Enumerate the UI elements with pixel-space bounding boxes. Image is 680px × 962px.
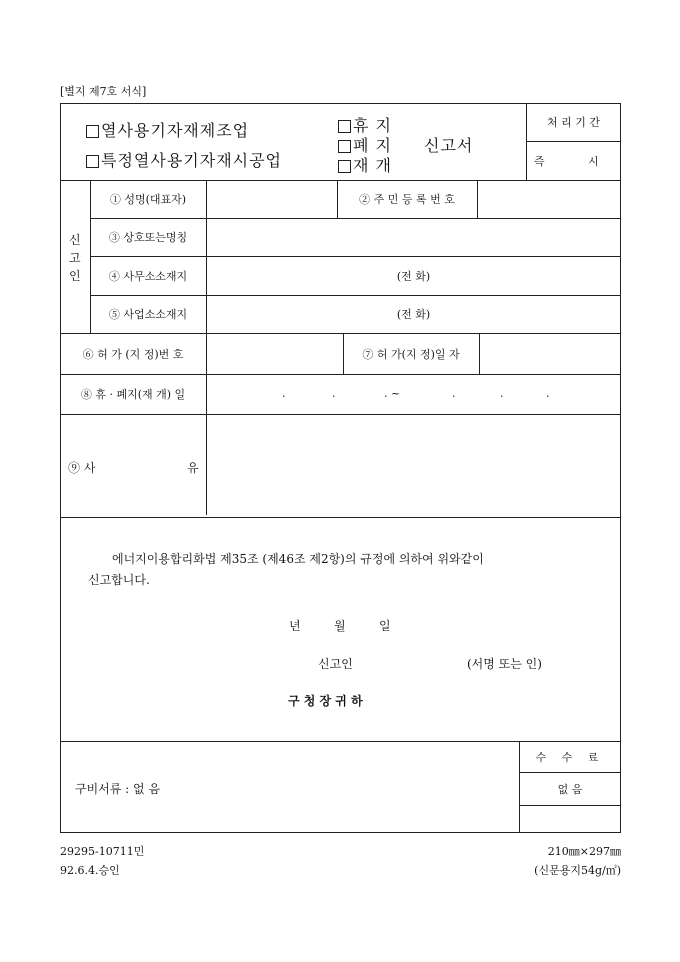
declaration-text-2: 신고합니다. bbox=[88, 573, 150, 587]
report-type-suspend[interactable]: 휴 지 bbox=[338, 113, 392, 136]
permit-number-input[interactable] bbox=[207, 334, 343, 374]
reporter-side-label: 신 고 인 bbox=[69, 233, 81, 283]
business-type-2[interactable]: 특정열사용기자재시공업 bbox=[86, 148, 282, 171]
office-label: ④ 사무소소재지 bbox=[108, 269, 188, 283]
date-day: 일 bbox=[379, 619, 391, 633]
permit-number-label: ⑥ 허 가 (지 정)번 호 bbox=[82, 347, 184, 361]
checkbox[interactable] bbox=[338, 140, 351, 153]
trade-name-label: ③ 상호또는명칭 bbox=[108, 231, 188, 244]
processing-label: 처 리 기 간 bbox=[547, 116, 600, 129]
paper-type: (신문용지54g/㎡) bbox=[534, 864, 621, 877]
name-label: ① 성명(대표자) bbox=[109, 193, 187, 206]
processing-value: 즉 시 bbox=[534, 154, 599, 168]
required-documents: 구비서류 : 없 음 bbox=[75, 782, 161, 796]
reason-label-num: ⑨ 사 bbox=[68, 461, 96, 475]
checkbox[interactable] bbox=[338, 120, 351, 133]
fee-value: 없 음 bbox=[557, 782, 583, 796]
paper-size: 210㎜×297㎜ bbox=[547, 845, 621, 858]
trade-name-input[interactable] bbox=[207, 219, 620, 256]
report-type-resume[interactable]: 재 개 bbox=[338, 153, 392, 176]
report-type-close[interactable]: 폐 지 bbox=[338, 133, 392, 156]
office-input[interactable]: (전 화) bbox=[396, 269, 431, 283]
reason-label: 유 bbox=[187, 461, 199, 475]
reporter-sign-label: 신고인 bbox=[318, 657, 353, 671]
fee-label: 수 수 료 bbox=[535, 750, 605, 764]
rrn-input[interactable] bbox=[478, 181, 620, 218]
form-label: [별지 제7호 서식] bbox=[60, 85, 147, 98]
addressee: 구 청 장 귀 하 bbox=[288, 694, 363, 708]
suspension-date-input[interactable]: . . . ~ . . . bbox=[282, 387, 550, 400]
permit-date-input[interactable] bbox=[480, 334, 620, 374]
date-month: 월 bbox=[334, 619, 346, 633]
form-code: 29295-10711민 bbox=[60, 845, 145, 858]
suspension-date-label: ⑧ 휴 · 폐지(재 개) 일 bbox=[80, 388, 186, 401]
checkbox[interactable] bbox=[338, 160, 351, 173]
business-type-1[interactable]: 열사용기자재제조업 bbox=[86, 118, 249, 141]
declaration-text: 에너지이용합리화법 제35조 (제46조 제2항)의 규정에 의하여 위와같이 bbox=[112, 552, 484, 566]
date-year: 년 bbox=[289, 619, 301, 633]
site-input[interactable]: (전 화) bbox=[396, 308, 431, 321]
permit-date-label: ⑦ 허 가(지 정)일 자 bbox=[362, 347, 460, 361]
name-input[interactable] bbox=[207, 181, 337, 218]
report-title: 신고서 bbox=[424, 136, 474, 155]
reason-input[interactable] bbox=[207, 415, 620, 515]
checkbox[interactable] bbox=[86, 155, 99, 168]
site-label: ⑤ 사업소소재지 bbox=[108, 308, 188, 321]
rrn-label: ② 주 민 등 록 번 호 bbox=[359, 193, 455, 206]
checkbox[interactable] bbox=[86, 125, 99, 138]
approval-date: 92.6.4.승인 bbox=[60, 864, 120, 877]
sign-or-seal: (서명 또는 인) bbox=[467, 657, 542, 671]
